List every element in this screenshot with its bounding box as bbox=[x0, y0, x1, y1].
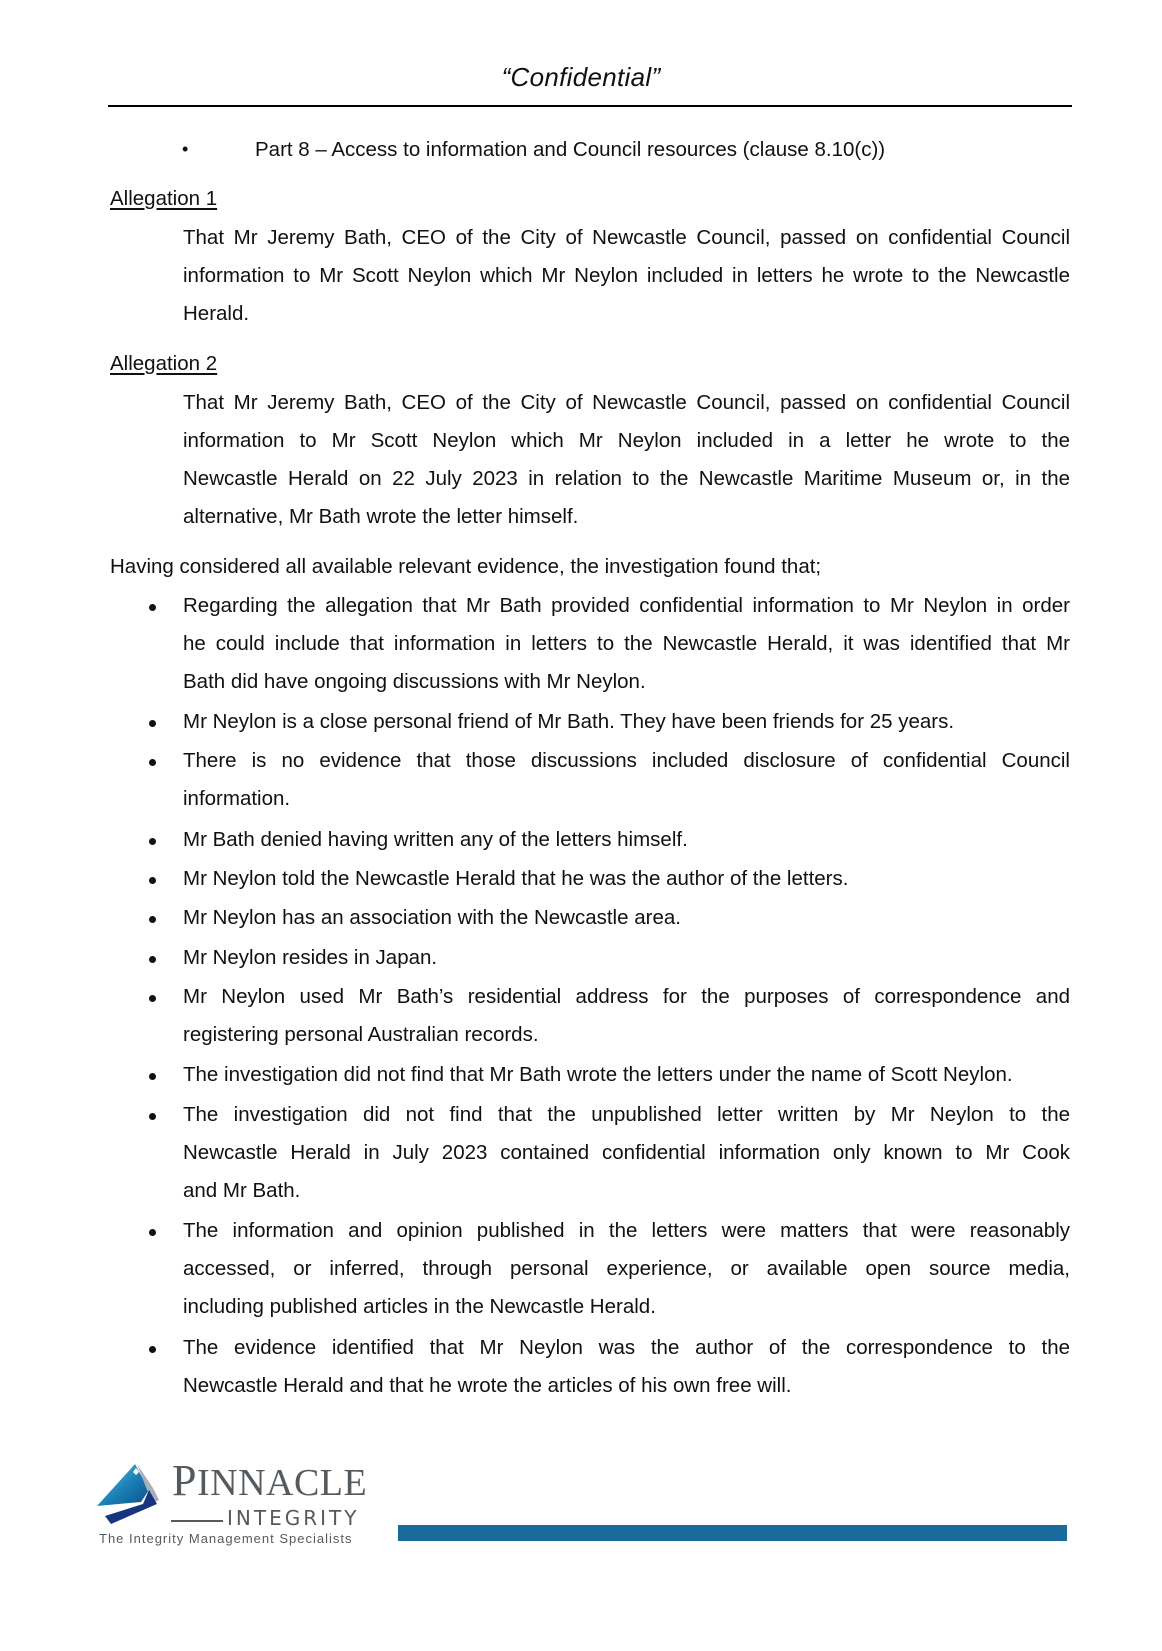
finding-line: Newcastle Herald in July 2023 contained confidential information only known to Mr Cook bbox=[183, 1141, 1070, 1164]
allegation-2-line: Newcastle Herald on 22 July 2023 in relation to the Newcastle Maritime Museum or, in the bbox=[183, 467, 1070, 490]
allegation-2-line: information to Mr Scott Neylon which Mr Neylon included in a letter he wrote to the bbox=[183, 429, 1070, 452]
logo-sub-rule bbox=[171, 1520, 223, 1522]
bullet-icon bbox=[149, 1229, 156, 1236]
confidential-header: “Confidential” bbox=[501, 62, 661, 92]
finding-line: information. bbox=[183, 787, 291, 810]
bullet-icon bbox=[149, 1073, 156, 1080]
footer-accent-bar bbox=[398, 1525, 1067, 1541]
finding-line: Mr Neylon is a close personal friend of Mr Bath. They have been friends for 25 years. bbox=[183, 710, 955, 733]
allegation-2-line: That Mr Jeremy Bath, CEO of the City of Newcastle Council, passed on confidential Council bbox=[183, 391, 1070, 414]
bullet-icon: • bbox=[182, 139, 189, 159]
allegation-1-line: Herald. bbox=[183, 302, 250, 325]
logo-initial: P bbox=[172, 1456, 197, 1505]
finding-line: Mr Bath denied having written any of the letters himself. bbox=[183, 828, 688, 851]
finding-line: Newcastle Herald and that he wrote the articles of his own free will. bbox=[183, 1374, 792, 1397]
finding-line: Mr Neylon used Mr Bath’s residential address for the purposes of correspondence and bbox=[183, 985, 1070, 1008]
pinnacle-integrity-logo bbox=[97, 1456, 387, 1550]
finding-line: Regarding the allegation that Mr Bath provided confidential information to Mr Neylon in order bbox=[183, 594, 1070, 617]
bullet-icon bbox=[149, 1346, 156, 1353]
bullet-icon bbox=[149, 956, 156, 963]
finding-line: including published articles in the Newcastle Herald. bbox=[183, 1295, 656, 1318]
finding-line: Mr Neylon has an association with the Newcastle area. bbox=[183, 906, 681, 929]
findings-intro: Having considered all available relevant evidence, the investigation found that; bbox=[110, 555, 822, 578]
allegation-2-line: alternative, Mr Bath wrote the letter himself. bbox=[183, 505, 579, 528]
allegation-1-line: That Mr Jeremy Bath, CEO of the City of Newcastle Council, passed on confidential Council bbox=[183, 226, 1070, 249]
bullet-icon bbox=[149, 838, 156, 845]
finding-line: Mr Neylon told the Newcastle Herald that he was the author of the letters. bbox=[183, 867, 849, 890]
mountain-logo-icon bbox=[97, 1460, 177, 1528]
bullet-icon bbox=[149, 1113, 156, 1120]
finding-line: registering personal Australian records. bbox=[183, 1023, 539, 1046]
logo-wordmark bbox=[172, 1456, 368, 1505]
bullet-icon bbox=[149, 720, 156, 727]
code-part-reference: Part 8 – Access to information and Council resources (clause 8.10(c)) bbox=[255, 138, 886, 161]
logo-subtitle: INTEGRITY bbox=[227, 1506, 360, 1530]
allegation-1-heading: Allegation 1 bbox=[110, 187, 218, 210]
logo-name-rest: INNACLE bbox=[196, 1462, 368, 1504]
finding-line: The investigation did not find that the unpublished letter written by Mr Neylon to the bbox=[183, 1103, 1070, 1126]
allegation-1-line: information to Mr Scott Neylon which Mr Neylon included in letters he wrote to the Newcastle bbox=[183, 264, 1070, 287]
finding-line: Mr Neylon resides in Japan. bbox=[183, 946, 438, 969]
finding-line: There is no evidence that those discussions included disclosure of confidential Council bbox=[183, 749, 1070, 772]
finding-line: accessed, or inferred, through personal experience, or available open source media, bbox=[183, 1257, 1070, 1280]
bullet-icon bbox=[149, 759, 156, 766]
bullet-icon bbox=[149, 604, 156, 611]
finding-line: The investigation did not find that Mr Bath wrote the letters under the name of Scott Neylon. bbox=[183, 1063, 1013, 1086]
bullet-icon bbox=[149, 995, 156, 1002]
bullet-icon bbox=[149, 877, 156, 884]
finding-line: and Mr Bath. bbox=[183, 1179, 301, 1202]
finding-line: Bath did have ongoing discussions with Mr Neylon. bbox=[183, 670, 646, 693]
finding-line: The evidence identified that Mr Neylon was the author of the correspondence to the bbox=[183, 1336, 1070, 1359]
allegation-2-heading: Allegation 2 bbox=[110, 352, 218, 375]
finding-line: he could include that information in letters to the Newcastle Herald, it was identified that Mr bbox=[183, 632, 1070, 655]
bullet-icon bbox=[149, 916, 156, 923]
finding-line: The information and opinion published in the letters were matters that were reasonably bbox=[183, 1219, 1070, 1242]
logo-tagline: The Integrity Management Specialists bbox=[99, 1531, 353, 1546]
header-divider bbox=[108, 105, 1072, 107]
